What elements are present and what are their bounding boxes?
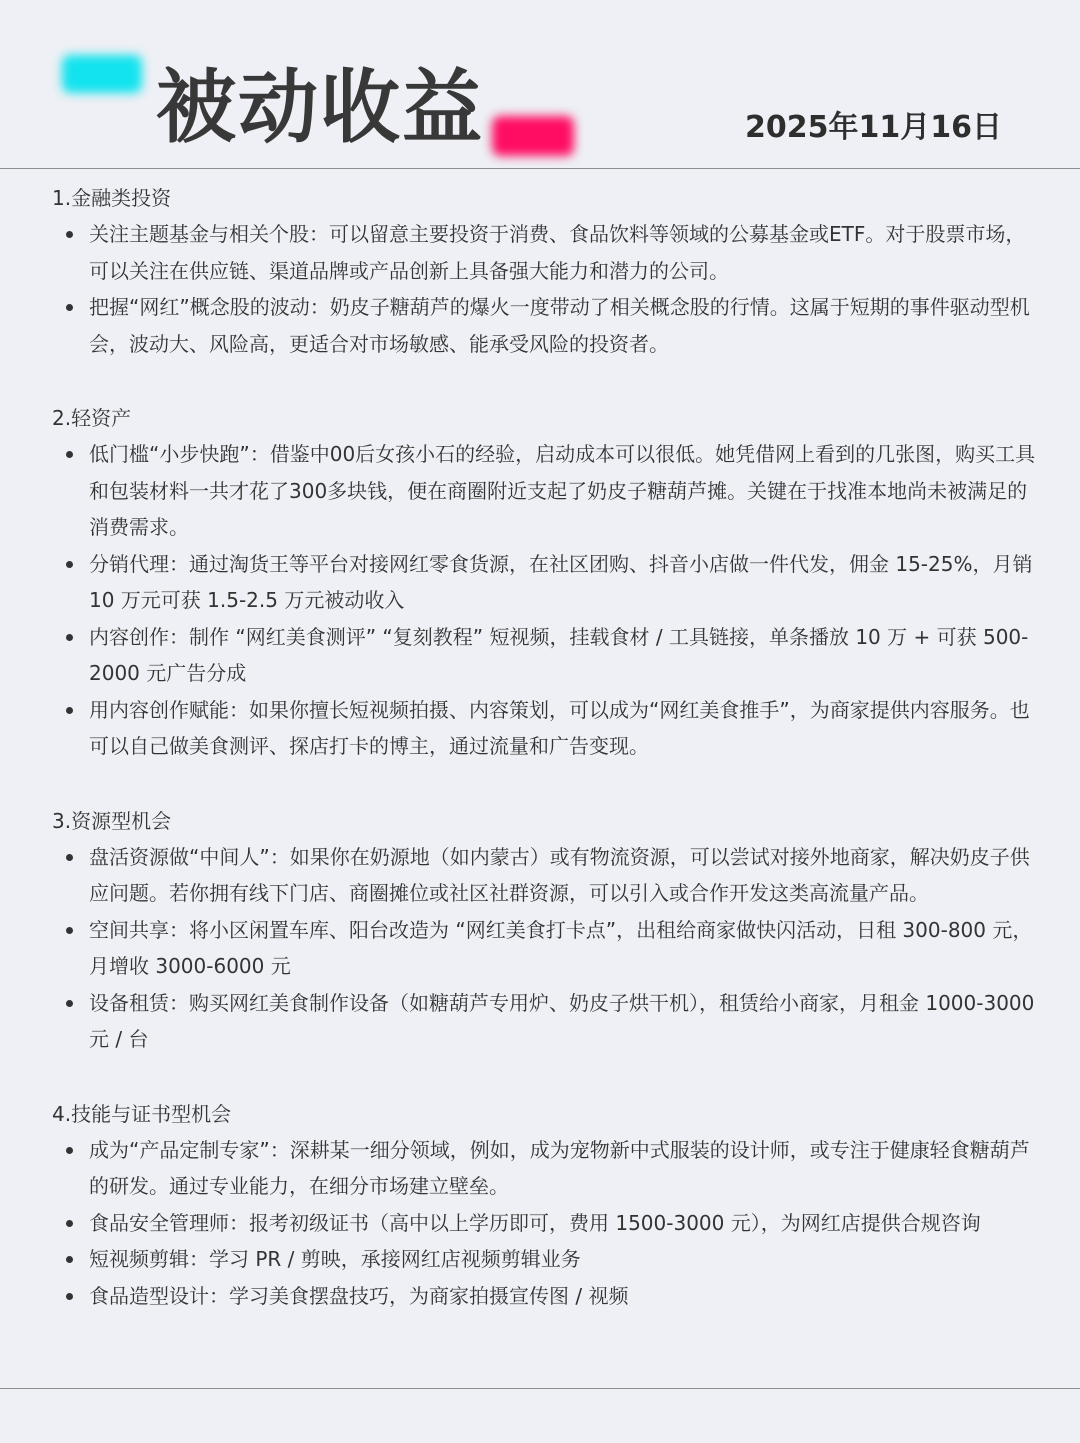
bullet-list <box>52 839 1042 1058</box>
list-item: 食品安全管理师：报考初级证书（高中以上学历即可，费用 1500-3000 元），为网红店提供合规咨询 <box>52 1205 1042 1242</box>
top-divider <box>0 168 1080 169</box>
list-item: 食品造型设计：学习美食摆盘技巧，为商家拍摄宣传图 / 视频 <box>52 1278 1042 1315</box>
list-item: 分销代理：通过淘货王等平台对接网红零食货源，在社区团购、抖音小店做一件代发，佣金 15-25%，月销 10 万元可获 1.5-2.5 万元被动收入 <box>52 546 1042 619</box>
section-skills-certificates <box>52 1096 1042 1315</box>
section-title: 3.资源型机会 <box>52 808 172 833</box>
page-title: 被动收益 <box>156 61 484 154</box>
list-item: 低门槛“小步快跑”：借鉴中00后女孩小石的经验，启动成本可以很低。她凭借网上看到的几张图，购买工具和包装材料一共才花了300多块钱，便在商圈附近支起了奶皮子糖葫芦摊。关键在于找准本地尚未被满足的消费需求。 <box>52 436 1042 546</box>
bullet-list <box>52 1132 1042 1315</box>
page-header <box>0 0 1080 168</box>
list-item: 关注主题基金与相关个股：可以留意主要投资于消费、食品饮料等领域的公募基金或ETF。对于股票市场，可以关注在供应链、渠道品牌或产品创新上具备强大能力和潜力的公司。 <box>52 216 1042 289</box>
bullet-list <box>52 436 1042 765</box>
article-body <box>52 180 1042 1314</box>
section-title: 2.轻资产 <box>52 406 132 430</box>
list-item: 用内容创作赋能：如果你擅长短视频拍摄、内容策划，可以成为“网红美食推手”，为商家提供内容服务。也可以自己做美食测评、探店打卡的博主，通过流量和广告变现。 <box>52 692 1042 765</box>
cyan-accent-blob <box>62 55 142 93</box>
list-item: 把握“网红”概念股的波动：奶皮子糖葫芦的爆火一度带动了相关概念股的行情。这属于短期的事件驱动型机会，波动大、风险高，更适合对市场敏感、能承受风险的投资者。 <box>52 289 1042 362</box>
pink-accent-blob <box>492 116 574 156</box>
section-financial-investment <box>52 180 1042 362</box>
section-resource-opportunities <box>52 803 1042 1058</box>
date-label: 2025年11月16日 <box>745 110 1002 145</box>
list-item: 空间共享：将小区闲置车库、阳台改造为 “网红美食打卡点”，出租给商家做快闪活动，日租 300-800 元，月增收 3000-6000 元 <box>52 912 1042 985</box>
list-item: 内容创作：制作 “网红美食测评” “复刻教程” 短视频，挂载食材 / 工具链接，单条播放 10 万 + 可获 500-2000 元广告分成 <box>52 619 1042 692</box>
section-title: 1.金融类投资 <box>52 186 172 210</box>
list-item: 设备租赁：购买网红美食制作设备（如糖葫芦专用炉、奶皮子烘干机），租赁给小商家，月租金 1000-3000 元 / 台 <box>52 985 1042 1058</box>
list-item: 成为“产品定制专家”：深耕某一细分领域，例如，成为宠物新中式服装的设计师，或专注于健康轻食糖葫芦的研发。通过专业能力，在细分市场建立壁垒。 <box>52 1132 1042 1205</box>
list-item: 盘活资源做“中间人”：如果你在奶源地（如内蒙古）或有物流资源，可以尝试对接外地商家，解决奶皮子供应问题。若你拥有线下门店、商圈摊位或社区社群资源，可以引入或合作开发这类高流量产品。 <box>52 839 1042 912</box>
section-light-assets <box>52 400 1042 765</box>
bullet-list <box>52 216 1042 362</box>
list-item: 短视频剪辑：学习 PR / 剪映，承接网红店视频剪辑业务 <box>52 1241 1042 1278</box>
section-title: 4.技能与证书型机会 <box>52 1101 232 1126</box>
bottom-divider <box>0 1388 1080 1389</box>
